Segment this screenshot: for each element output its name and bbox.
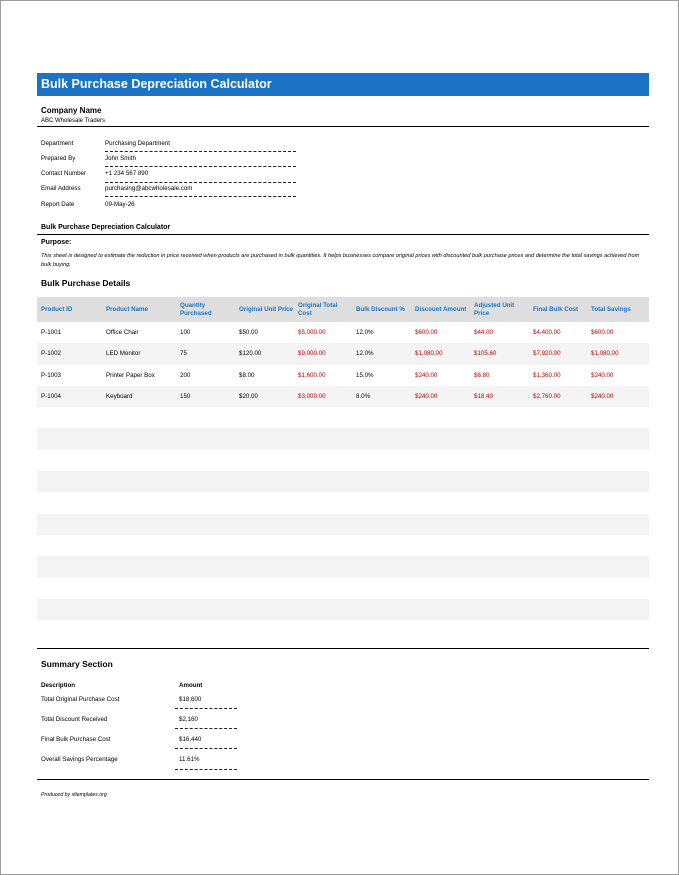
cell-original-unit-price[interactable]: $50.00 xyxy=(239,329,258,336)
summary-value[interactable]: $2,160 xyxy=(179,716,198,723)
cell-bulk-discount[interactable]: 12.0% xyxy=(356,350,374,358)
summary-underline xyxy=(175,769,237,770)
cell-bulk-discount[interactable]: 8.0% xyxy=(356,392,371,400)
cell-original-total-cost[interactable]: $9,000.00 xyxy=(298,350,326,358)
info-value[interactable]: +1 234 567 890 xyxy=(105,170,149,177)
info-underline xyxy=(105,166,296,167)
company-name-value: ABC Wholesale Traders xyxy=(41,118,106,124)
info-underline xyxy=(105,151,296,152)
cell-discount-amount[interactable]: $240.00 xyxy=(415,371,438,379)
summary-col-description: Description xyxy=(41,682,76,689)
cell-original-unit-price[interactable]: $8.00 xyxy=(239,371,255,379)
purchase-details-table xyxy=(37,297,649,641)
details-title: Bulk Purchase Details xyxy=(41,278,131,288)
cell-quantity[interactable]: 75 xyxy=(180,350,187,358)
table-body xyxy=(37,322,649,641)
cell-quantity[interactable]: 200 xyxy=(180,371,191,379)
cell-original-total-cost[interactable]: $3,000.00 xyxy=(298,392,326,400)
table-divider xyxy=(37,648,649,649)
purpose-label: Purpose: xyxy=(41,239,72,246)
table-row xyxy=(37,556,649,577)
info-value[interactable]: Purchasing Department xyxy=(105,140,171,147)
summary-label: Total Original Purchase Cost xyxy=(41,696,120,703)
cell-adjusted-unit-price[interactable]: $44.00 xyxy=(474,329,493,336)
cell-discount-amount[interactable]: $600.00 xyxy=(415,329,438,336)
section-divider xyxy=(37,234,649,235)
info-label: Email Address xyxy=(41,185,81,192)
company-divider xyxy=(37,126,649,127)
cell-product-name[interactable]: Printer Paper Box xyxy=(106,371,155,379)
cell-total-savings[interactable]: $1,080.00 xyxy=(591,350,619,358)
purpose-text: This sheet is designed to estimate the reduction in price received when products are purchased in bulk quantities. It helps businesses compare original prices with discounted bulk purchase prices and determine the total savings achieved from bulk buying. xyxy=(41,253,640,268)
col-original-total-cost: Original Total Cost xyxy=(298,301,338,317)
cell-bulk-discount[interactable]: 12.0% xyxy=(356,329,374,336)
cell-original-total-cost[interactable]: $5,000.00 xyxy=(298,329,326,336)
col-bulk-discount: Bulk Discount % xyxy=(356,305,405,313)
col-original-unit-price: Original Unit Price xyxy=(239,305,293,313)
table-row xyxy=(37,365,649,386)
cell-final-bulk-cost[interactable]: $7,920.00 xyxy=(533,350,561,358)
cell-product-id[interactable]: P-1002 xyxy=(41,350,61,358)
summary-value[interactable]: 11.61% xyxy=(179,756,200,763)
summary-underline xyxy=(175,708,237,709)
cell-total-savings[interactable]: $240.00 xyxy=(591,371,614,379)
info-label: Contact Number xyxy=(41,170,87,177)
col-product-id: Product ID xyxy=(41,305,73,313)
table-row xyxy=(37,492,649,513)
company-name-label: Company Name xyxy=(41,106,102,115)
table-row xyxy=(37,620,649,641)
cell-original-unit-price[interactable]: $20.00 xyxy=(239,392,258,400)
info-underline xyxy=(105,196,296,197)
cell-quantity[interactable]: 100 xyxy=(180,329,191,336)
cell-product-name[interactable]: Keyboard xyxy=(106,392,133,400)
page-title: Bulk Purchase Depreciation Calculator xyxy=(37,73,649,96)
cell-quantity[interactable]: 150 xyxy=(180,392,191,400)
info-underline xyxy=(105,182,296,183)
cell-total-savings[interactable]: $600.00 xyxy=(591,329,614,336)
info-value[interactable]: purchasing@abcwholesale.com xyxy=(105,185,193,192)
info-value[interactable]: 09-May-26 xyxy=(105,201,135,208)
cell-discount-amount[interactable]: $1,080.00 xyxy=(415,350,443,358)
cell-discount-amount[interactable]: $240.00 xyxy=(415,392,438,400)
info-label: Report Date xyxy=(41,201,75,208)
summary-label: Overall Savings Percentage xyxy=(41,756,118,763)
summary-col-amount: Amount xyxy=(179,682,203,689)
footer-credit: Produced by xltemplates.org xyxy=(41,792,107,798)
table-row xyxy=(37,343,649,364)
table-row xyxy=(37,322,649,343)
cell-bulk-discount[interactable]: 15.0% xyxy=(356,371,374,379)
summary-value[interactable]: $16,440 xyxy=(179,736,202,743)
cell-final-bulk-cost[interactable]: $4,400.00 xyxy=(533,329,561,336)
cell-product-id[interactable]: P-1003 xyxy=(41,371,61,379)
table-row xyxy=(37,514,649,535)
cell-original-unit-price[interactable]: $120.00 xyxy=(239,350,262,358)
table-row xyxy=(37,535,649,556)
summary-divider xyxy=(37,779,649,780)
cell-final-bulk-cost[interactable]: $2,760.00 xyxy=(533,392,561,400)
col-total-savings: Total Savings xyxy=(591,305,631,313)
cell-total-savings[interactable]: $240.00 xyxy=(591,392,614,400)
cell-product-name[interactable]: LED Monitor xyxy=(106,350,141,358)
info-label: Prepared By xyxy=(41,155,76,162)
info-label: Department xyxy=(41,140,74,147)
calculator-section-title: Bulk Purchase Depreciation Calculator xyxy=(41,224,171,231)
col-product-name: Product Name xyxy=(106,305,148,313)
col-final-bulk-cost: Final Bulk Cost xyxy=(533,305,579,313)
cell-product-id[interactable]: P-1004 xyxy=(41,392,61,400)
table-header xyxy=(37,297,649,322)
table-row xyxy=(37,599,649,620)
summary-label: Total Discount Received xyxy=(41,716,108,723)
summary-underline xyxy=(175,748,237,749)
table-row xyxy=(37,471,649,492)
col-adjusted-unit-price: Adjusted Unit Price xyxy=(474,301,515,317)
table-row xyxy=(37,407,649,428)
summary-underline xyxy=(175,728,237,729)
info-value[interactable]: John Smith xyxy=(105,155,136,162)
summary-value[interactable]: $18,600 xyxy=(179,696,202,703)
table-row xyxy=(37,578,649,599)
cell-adjusted-unit-price[interactable]: $105.60 xyxy=(474,350,497,358)
summary-label: Final Bulk Purchase Cost xyxy=(41,736,111,743)
cell-final-bulk-cost[interactable]: $1,360.00 xyxy=(533,371,561,379)
cell-original-total-cost[interactable]: $1,600.00 xyxy=(298,371,326,379)
cell-product-id[interactable]: P-1001 xyxy=(41,329,61,336)
summary-title: Summary Section xyxy=(41,659,113,669)
table-row xyxy=(37,386,649,407)
cell-adjusted-unit-price[interactable]: $6.80 xyxy=(474,371,490,379)
cell-product-name[interactable]: Office Chair xyxy=(106,329,139,336)
table-row xyxy=(37,450,649,471)
col-quantity: Quantity Purchased xyxy=(180,301,212,317)
table-row xyxy=(37,428,649,449)
col-discount-amount: Discount Amount xyxy=(415,305,467,313)
cell-adjusted-unit-price[interactable]: $18.40 xyxy=(474,392,493,400)
